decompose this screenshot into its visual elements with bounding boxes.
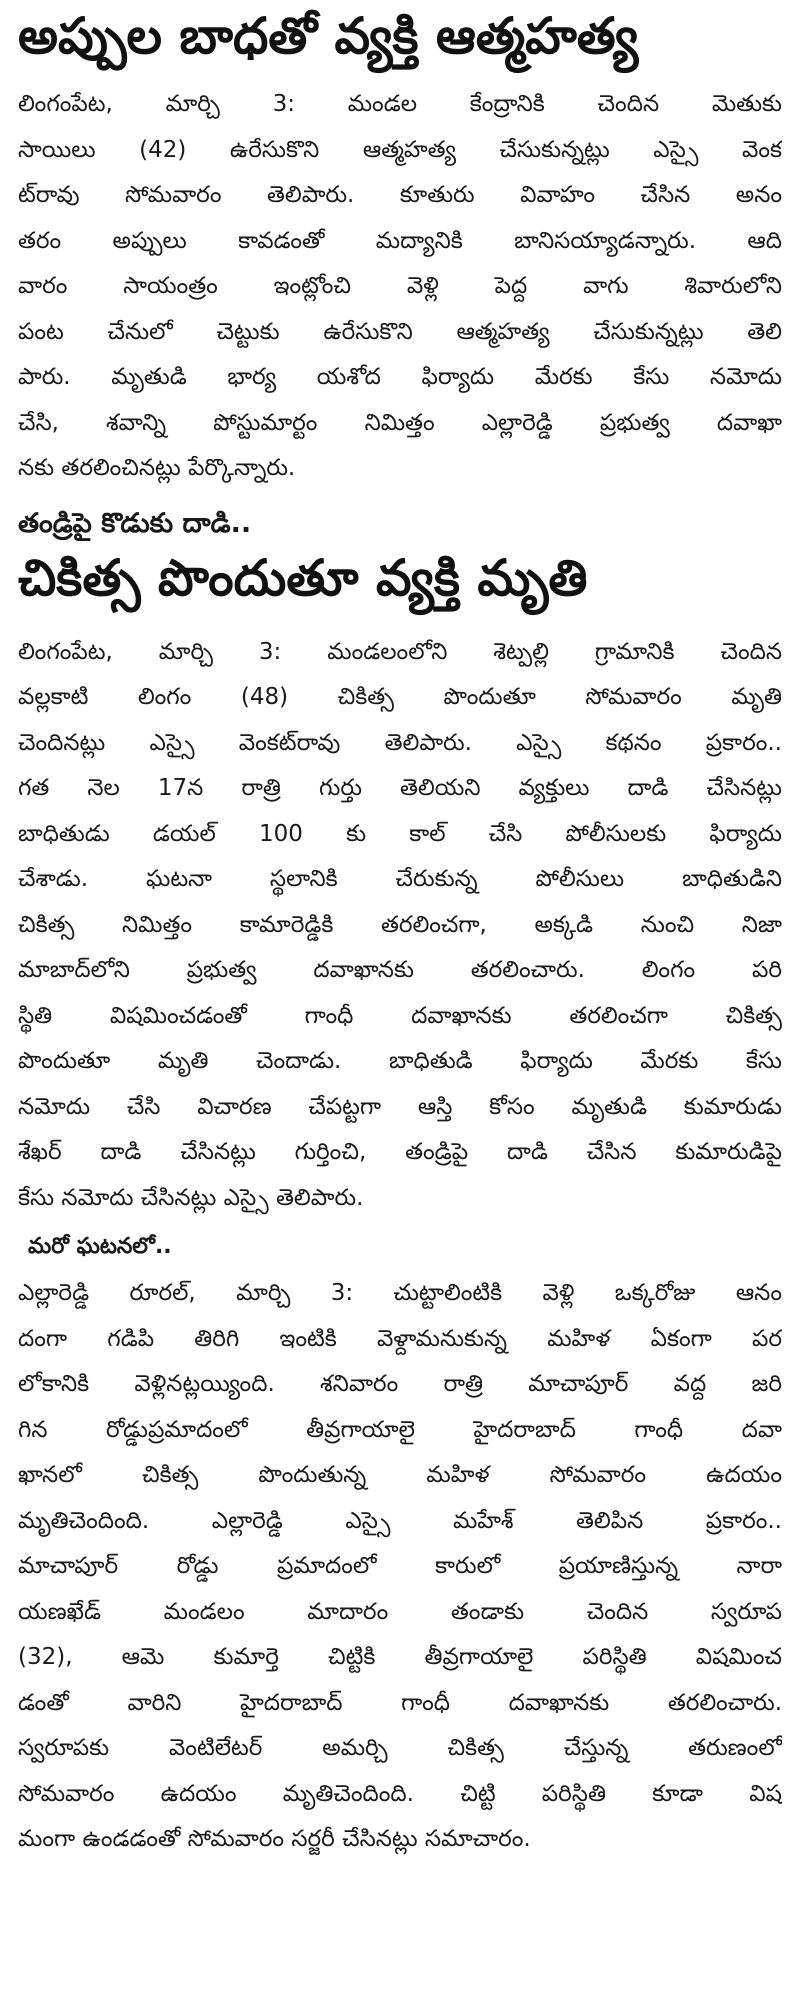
body-line: లింగంపేట, మార్చి 3: మండల కేంద్రానికి చెందిన మెతుకు bbox=[18, 91, 782, 117]
headline-debt-suicide: అప్పుల బాధతో వ్యక్తి ఆత్మహత్య bbox=[18, 8, 639, 65]
news-clipping bbox=[18, 8, 782, 1863]
section-label-another-incident: మరో ఘటనలో.. bbox=[28, 1234, 172, 1259]
article-debt-suicide bbox=[18, 8, 782, 492]
body-line: తరం అప్పులు కావడంతో మద్యానికి బానిసయ్యాడన్నారు. ఆది bbox=[18, 227, 782, 254]
body-line: బాధితుడు డయల్ 100 కు కాల్ చేసి పోలీసులకు ఫిర్యాదు bbox=[18, 820, 782, 847]
body-line: ఖానలో చికిత్స పొందుతున్న మహిళ సోమవారం ఉదయం bbox=[18, 1462, 782, 1488]
body-line: కేసు నమోదు చేసినట్లు ఎస్సై తెలిపారు. bbox=[18, 1184, 364, 1211]
body-line: శేఖర్ దాడి చేసినట్లు గుర్తించి, తండ్రిపై దాడి చేసిన కుమారుడిపై bbox=[18, 1139, 782, 1165]
body-line: ఎల్లారెడ్డి రూరల్, మార్చి 3: చుట్టాలింటికి వెళ్లి ఒక్కరోజు ఆనం bbox=[18, 1280, 782, 1306]
body-line: స్వరూపకు వెంటిలేటర్ అమర్చి చికిత్స చేస్తున్న తరుణంలో bbox=[18, 1735, 782, 1761]
article-body bbox=[18, 1271, 782, 1863]
body-line: మాబాద్‌లోని ప్రభుత్వ దవాఖానకు తరలించారు. లింగం పరి bbox=[18, 957, 782, 983]
body-line: డంతో వారిని హైదరాబాద్ గాంధీ దవాఖానకు తరలించారు. bbox=[18, 1689, 782, 1716]
body-line: దంగా గడిపి తిరిగి ఇంటికి వెళ్దామనుకున్న మహిళ ఏకంగా పర bbox=[18, 1325, 782, 1352]
article-road-accident bbox=[18, 1227, 782, 1863]
article-treatment-death bbox=[18, 502, 782, 1222]
body-line: చెందినట్లు ఎస్సై వెంకట్‌రావు తెలిపారు. ఎస్సై కథనం ప్రకారం.. bbox=[18, 729, 782, 756]
body-line: వారం సాయంత్రం ఇంట్లోంచి వెళ్లి పెద్ద వాగు శివారులోని bbox=[18, 273, 782, 299]
body-line: చేసి, శవాన్ని పోస్టుమార్టం నిమిత్తం ఎల్లారెడ్డి ప్రభుత్వ దవాఖా bbox=[18, 409, 782, 436]
article-body bbox=[18, 82, 782, 492]
body-line: లోకానికి వెళ్లినట్లయ్యింది. శనివారం రాత్రి మాచాపూర్ వద్ద జరి bbox=[18, 1371, 782, 1397]
body-line: నకు తరలించినట్లు పేర్కొన్నారు. bbox=[18, 455, 296, 481]
body-line: గిన రోడ్డుప్రమాదంలో తీవ్రగాయాలై హైదరాబాద్ గాంధీ దవా bbox=[18, 1416, 782, 1443]
body-line: యణఖేడ్ మండలం మాదారం తండాకు చెందిన స్వరూప bbox=[18, 1598, 782, 1625]
body-line: సాయిలు (42) ఉరేసుకొని ఆత్మహత్య చేసుకున్నట్లు ఎస్సై వెంక bbox=[18, 136, 782, 163]
body-line: చేశాడు. ఘటనా స్థలానికి చేరుకున్న పోలీసులు బాధితుడిని bbox=[18, 866, 782, 892]
body-line: స్థితి విషమించడంతో గాంధీ దవాఖానకు తరలించగా చికిత్స bbox=[18, 1002, 782, 1029]
body-line: (32), ఆమె కుమార్తె చిట్టికి తీవ్రగాయాలై పరిస్థితి విషమించ bbox=[18, 1644, 782, 1670]
body-line: వల్లకాటి లింగం (48) చికిత్స పొందుతూ సోమవారం మృతి bbox=[18, 684, 782, 710]
body-line: సోమవారం ఉదయం మృతిచెందింది. చిట్టి పరిస్థితి కూడా విష bbox=[18, 1780, 782, 1807]
body-line: గత నెల 17న రాత్రి గుర్తు తెలియని వ్యక్తులు దాడి చేసినట్లు bbox=[18, 775, 782, 801]
body-line: పంట చేనులో చెట్టుకు ఉరేసుకొని ఆత్మహత్య చేసుకున్నట్లు తెలి bbox=[18, 318, 782, 345]
body-line: ట్‌రావు సోమవారం తెలిపారు. కూతురు వివాహం చేసిన అనం bbox=[18, 182, 782, 208]
body-line: లింగంపేట, మార్చి 3: మండలంలోని శెట్పల్లి గ్రామానికి చెందిన bbox=[18, 638, 782, 665]
body-line: చికిత్స నిమిత్తం కామారెడ్డికి తరలించగా, అక్కడి నుంచి నిజా bbox=[18, 911, 782, 938]
body-line: మంగా ఉండడంతో సోమవారం సర్జరీ చేసినట్లు సమాచారం. bbox=[18, 1826, 531, 1852]
body-line: నమోదు చేసి విచారణ చేపట్టగా ఆస్తి కోసం మృతుడి కుమారుడు bbox=[18, 1093, 782, 1120]
body-line: మాచాపూర్ రోడ్డు ప్రమాదంలో కారులో ప్రయాణిస్తున్న నారా bbox=[18, 1553, 782, 1579]
body-line: పారు. మృతుడి భార్య యశోద ఫిర్యాదు మేరకు కేసు నమోదు bbox=[18, 364, 782, 390]
headline-treatment-death: చికిత్స పొందుతూ వ్యక్తి మృతి bbox=[18, 549, 588, 607]
body-line: మృతిచెందింది. ఎల్లారెడ్డి ఎస్సై మహేశ్ తెలిపిన ప్రకారం.. bbox=[18, 1507, 782, 1534]
body-line: పొందుతూ మృతి చెందాడు. బాధితుడి ఫిర్యాదు మేరకు కేసు bbox=[18, 1048, 782, 1074]
subheadline-father-attack: తండ్రిపై కొడుకు దాడి.. bbox=[18, 507, 252, 539]
article-body bbox=[18, 630, 782, 1222]
